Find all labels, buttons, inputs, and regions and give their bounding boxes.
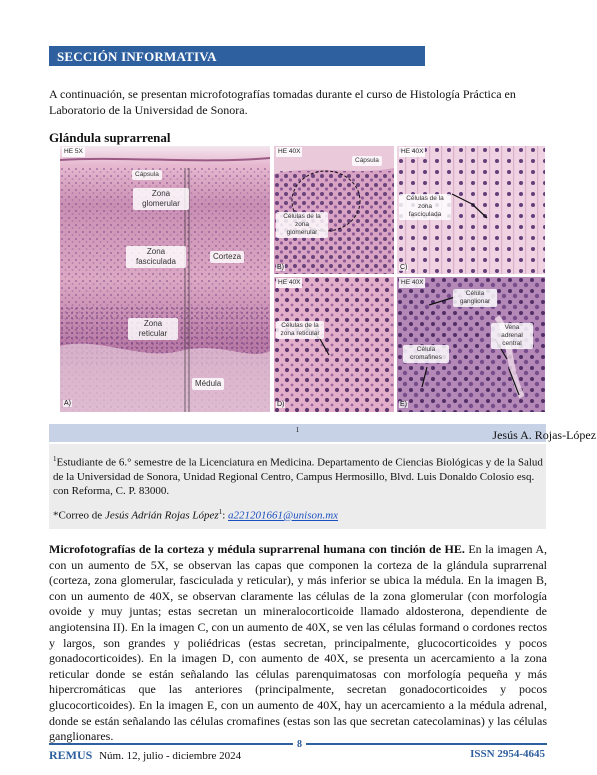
author-name-line — [49, 426, 597, 442]
label-corteza: Corteza — [210, 251, 244, 263]
label-celulas-reticular: Células de la zona reticular — [276, 321, 324, 339]
author-bar — [49, 424, 597, 442]
body-lead: Microfotografías de la corteza y médula suprarrenal humana con tinción de HE. — [49, 542, 465, 556]
panel-e-letter: E) — [400, 401, 407, 408]
affiliation-sup: 1 — [53, 455, 57, 463]
label-celula-ganglionar: Célula ganglionar — [453, 289, 497, 307]
label-celulas-glomerular: Células de la zona glomerular — [276, 212, 328, 238]
panel-a-image — [60, 146, 270, 412]
panel-c-tag: HE 40X — [401, 148, 424, 155]
panel-d-letter: D) — [277, 401, 285, 408]
panel-d-tissue — [274, 277, 394, 412]
panel-a-tag: HE 5X — [64, 148, 83, 155]
footer-issue — [49, 748, 241, 763]
label-celulas-fasciculada: Células de la zona fasciculada — [399, 194, 451, 220]
label-zona-reticular: Zona reticular — [128, 318, 178, 340]
panel-d-tag: HE 40X — [278, 279, 301, 286]
panel-b-tag: HE 40X — [278, 148, 301, 155]
body-text: En la imagen A, con un aumento de 5X, se observan las capas que componen la corteza de la glándula suprarrenal (corteza, zona glomerular, fasciculada y reticular), y más inferior se ubica la médula. En la imagen B, con un aumento de 40X, se observan claramente las células de la zona glomerular (con morfología ovoide y muy juntas; estas secretan un mineralocorticoide llamado aldosterona, dependiente de angiotensina II). En la imagen C, con un aumento de 40X, se ven las células formand o cordones rectos y largos, son grandes y poliédricas (estas secretan, principalmente, glucocorticoides y pocos gonadocorticoides). En la imagen D, con aumento de 40X, se presenta un acercamiento a la zona reticular donde se están señalando las células parenquimatosas con morfología pequeña y más hipercromáticas que las anteriores (principalmente, secretan gonadocorticoides y pocos glucocorticoides). En la imagen E, con un aumento de 40X, hay un acercamiento a la médula adrenal, donde se están señalando las células cromafines (estas son las que secretan catecolaminas) y las células ganglionares. — [49, 542, 547, 744]
micrograph-figure — [60, 146, 545, 414]
section-title: SECCIÓN INFORMATIVA — [57, 49, 217, 64]
affiliation-box — [49, 444, 546, 529]
email-line: *Correo de Jesús Adrián Rojas López$^1$: a221201661@unison.mx — [53, 508, 339, 522]
affiliation-body: Estudiante de 6.° semestre de la Licenciatura en Medicina. Departamento de Ciencias Biológicas y de la Salud de la Universidad de Sonora, Unidad Regional Centro, Campus Hermosillo, Blvd. Luis Donaldo Colosio esq. con Reforma, C. P. 83000. — [53, 456, 543, 497]
panel-c-image — [397, 146, 545, 274]
page-number: 8 — [293, 739, 306, 750]
section-header — [49, 46, 425, 66]
author-sup: 1 — [295, 426, 300, 434]
author-name: Jesús A. Rojas-López — [492, 428, 597, 442]
email-author-name: Jesús Adrián Rojas López — [104, 509, 219, 522]
label-zona-fasciculada: Zona fasciculada — [126, 246, 186, 268]
panel-d-image — [274, 277, 394, 412]
journal-brand: REMUS — [49, 748, 93, 762]
issn: ISSN 2954-4645 — [470, 748, 545, 760]
body-paragraph — [49, 542, 547, 745]
label-medula: Médula — [192, 378, 224, 390]
label-vena-adrenal-central: Vena adrenal central — [491, 323, 533, 349]
email-link[interactable]: a221201661@unison.mx — [228, 509, 339, 522]
intro-paragraph: A continuación, se presentan microfotografías tomadas durante el curso de Histología Práctica en Laboratorio de la Universidad de Sonora. — [49, 87, 516, 117]
panel-a-letter: A) — [64, 400, 71, 407]
panel-b-letter: B) — [277, 264, 284, 271]
panel-c-letter: C) — [400, 264, 408, 271]
affiliation-text — [53, 452, 543, 498]
label-capsula-b: Cápsula — [352, 156, 382, 166]
figure-title: Glándula suprarrenal — [49, 130, 171, 145]
panel-e-tag: HE 40X — [401, 279, 424, 286]
label-capsula-a: Cápsula — [132, 170, 162, 180]
email-label: *Correo de — [53, 509, 103, 522]
issue-text: Núm. 12, julio - diciembre 2024 — [99, 750, 242, 762]
label-celula-cromafines: Célula cromafines — [403, 345, 449, 363]
email-sup: 1 — [218, 508, 223, 516]
label-zona-glomerular: Zona glomerular — [133, 188, 189, 210]
panel-a-tissue — [60, 146, 270, 412]
panel-e-image — [397, 277, 545, 412]
panel-b-image — [274, 146, 394, 274]
